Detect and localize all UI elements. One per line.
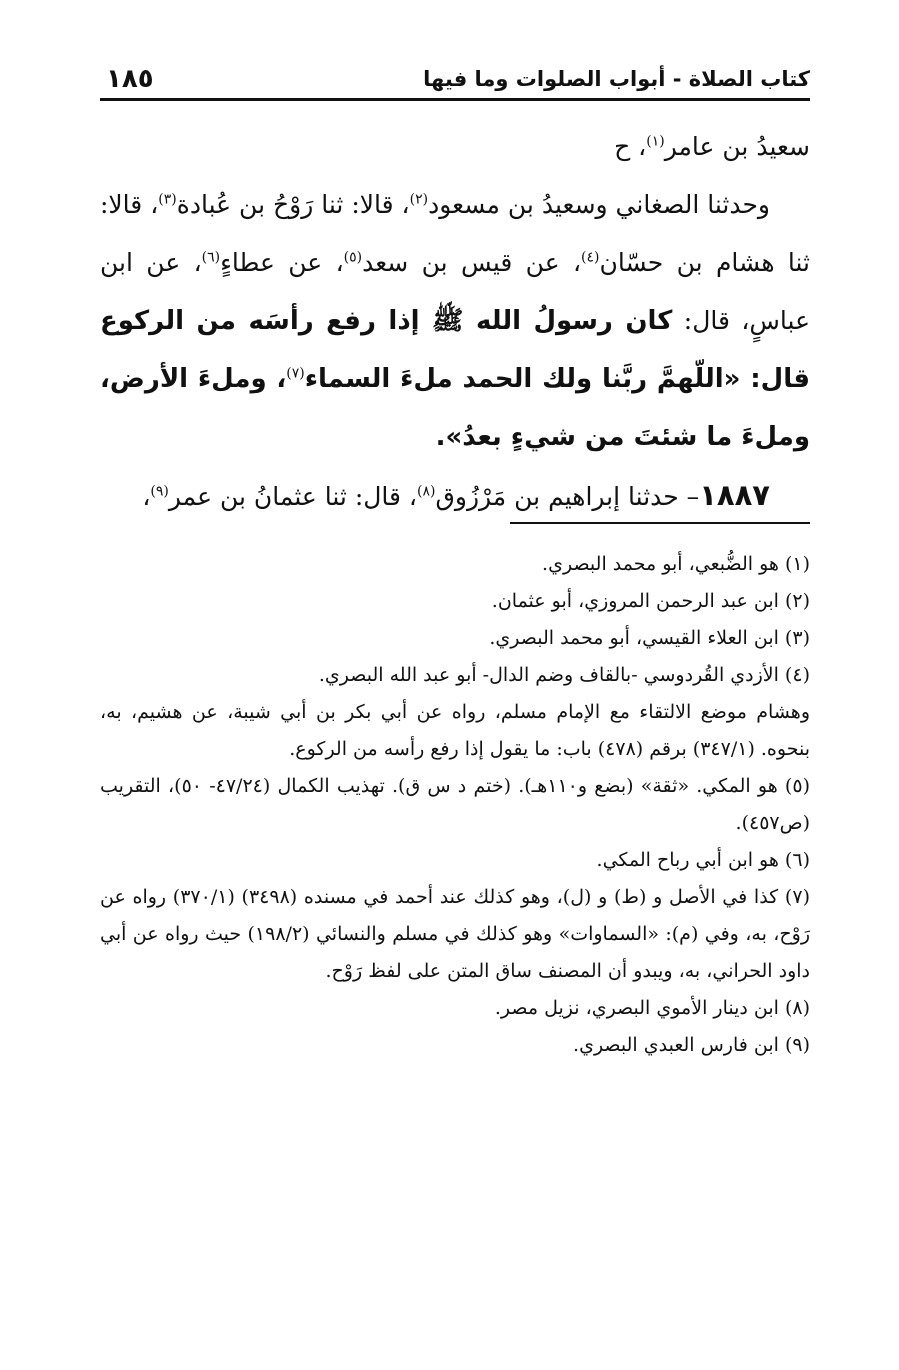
header-rule bbox=[100, 98, 810, 101]
main-text bbox=[100, 118, 810, 526]
footnote-5: (٥) هو المكي. «ثقة» (بضع و١١٠هـ). (ختم د س ق). تهذيب الكمال (٤٧/٢٤- ٥٠)، التقريب (ص٤٥٧). bbox=[100, 775, 810, 834]
footnote-ref: (٨) bbox=[417, 483, 436, 500]
text-line-1: سعيدُ بن عامر$^{(١)}$، ح bbox=[614, 132, 810, 161]
hadith-number: ١٨٨٧ bbox=[699, 478, 770, 512]
footnote-ref: (٥) bbox=[343, 249, 363, 266]
page-number: ١٨٥ bbox=[106, 64, 154, 94]
footnote-4-continued: وهشام موضع الالتقاء مع الإمام مسلم، رواه عن أبي بكر بن أبي شيبة، عن هشيم، به، بنحوه. (٣٤٧/١) برقم (٤٧٨) باب: ما يقول إذا رفع رأسه من الركوع. bbox=[100, 701, 810, 760]
footnote-1: (١) هو الضُّبعي، أبو محمد البصري. bbox=[542, 553, 810, 575]
footnote-6: (٦) هو ابن أبي رباح المكي. bbox=[596, 849, 810, 871]
footnote-ref: (٦) bbox=[201, 249, 221, 266]
footnote-ref: (٧) bbox=[286, 365, 305, 382]
isnad-paragraph: وحدثنا الصغاني وسعيدُ بن مسعود$^{(٢)}$، قالا: ثنا رَوْحُ بن عُبادة$^{(٣)}$، قالا: ثنا هشام بن حسّان$^{(٤)}$، عن قيس بن سعد$^{(٥)}$، عن عطاءٍ$^{(٦)}$، عن ابن عباسٍ، قال: كان رسولُ الله ﷺ إذا رفع رأسَه من الركوع قال: «اللّهمَّ ربَّنا ولك الحمد ملءَ السماء$^{(٧)}$، وملءَ الأرض، وملءَ ما شئتَ من شيءٍ بعدُ». bbox=[100, 190, 811, 452]
footnote-ref: (٩) bbox=[150, 483, 169, 500]
footnote-7: (٧) كذا في الأصل و (ط) و (ل)، وهو كذلك عند أحمد في مسنده (٣٤٩٨) (٣٧٠/١) رواه عن رَوْح، به، وفي (م): «السماوات» وهو كذلك في مسلم والنسائي (١٩٨/٢) حيث رواه عن أبي داود الحراني، به، ويبدو أن المصنف ساق المتن على لفظ رَوْح. bbox=[100, 886, 810, 982]
footnote-9: (٩) ابن فارس العبدي البصري. bbox=[573, 1034, 810, 1056]
footnote-separator bbox=[510, 522, 810, 524]
running-header bbox=[100, 62, 810, 98]
chapter-title: كتاب الصلاة - أبواب الصلوات وما فيها bbox=[423, 67, 810, 91]
footnote-ref: (٣) bbox=[158, 191, 177, 208]
footnotes bbox=[100, 546, 810, 1064]
footnote-ref: (٢) bbox=[409, 191, 429, 208]
hadith-matn-end: ، وملءَ الأرض، وملءَ ما شئتَ من شيءٍ بعدُ». bbox=[100, 364, 810, 452]
footnote-3: (٣) ابن العلاء القيسي، أبو محمد البصري. bbox=[489, 627, 810, 649]
hadith-1887: ١٨٨٧– حدثنا إبراهيم بن مَرْزُوق$^{(٨)}$، قال: ثنا عثمانُ بن عمر$^{(٩)}$، bbox=[142, 478, 770, 512]
footnote-2: (٢) ابن عبد الرحمن المروزي، أبو عثمان. bbox=[491, 590, 810, 612]
footnote-ref: (١) bbox=[646, 133, 665, 150]
footnote-ref: (٤) bbox=[581, 249, 600, 266]
footnote-8: (٨) ابن دينار الأموي البصري، نزيل مصر. bbox=[494, 997, 810, 1019]
footnote-4: (٤) الأزدي القُردوسي -بالقاف وضم الدال- أبو عبد الله البصري. bbox=[318, 664, 810, 686]
hadith-matn: كان رسولُ الله ﷺ إذا رفع رأسَه من الركوع قال: «اللّهمَّ ربَّنا ولك الحمد ملءَ السماء bbox=[100, 306, 810, 394]
